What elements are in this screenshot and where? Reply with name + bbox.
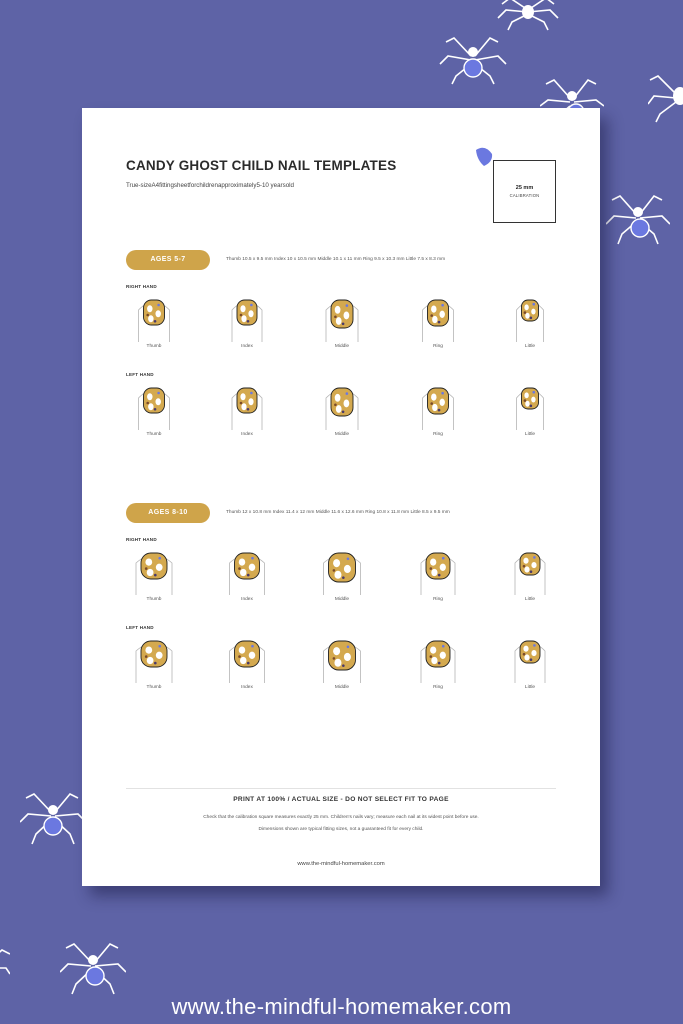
finger-label: Thumb: [146, 597, 162, 602]
finger-label: Index: [241, 344, 253, 349]
footer-note-1: Check that the calibration square measures exactly 25 mm. Children's nails vary; measure each nail at its widest point before use.: [203, 815, 479, 820]
ghost-nail-icon: [416, 547, 460, 595]
finger-label: Index: [241, 432, 253, 437]
finger-template: [225, 547, 269, 602]
finger-label: Little: [524, 344, 536, 349]
calibration-size: 25 mm: [515, 185, 534, 191]
ghost-nail-icon: [508, 635, 552, 683]
finger-template: [508, 547, 552, 602]
finger-label: Middle: [334, 344, 350, 349]
finger-label: Index: [241, 685, 253, 690]
website-url[interactable]: www.the-mindful-homemaker.com: [171, 994, 512, 1019]
finger-label: Index: [241, 597, 253, 602]
finger-label: Ring: [433, 685, 443, 690]
age-badge: AGES 5-7: [126, 250, 210, 270]
spider-icon: [0, 940, 10, 995]
nail-dimensions: Thumb 12 x 10.8 mm Index 11.4 x 12 mm Middle 11.6 x 12.6 mm Ring 10.8 x 11.8 mm Little 8.5 x 9.5 mm: [226, 510, 450, 515]
spider-icon: [438, 30, 508, 91]
finger-template: [225, 635, 269, 690]
finger-label: Middle: [334, 685, 350, 690]
spider-icon: [20, 784, 86, 855]
ghost-nail-icon: [132, 294, 176, 342]
finger-template: [416, 547, 460, 602]
finger-template: [225, 294, 269, 349]
finger-label: Middle: [334, 597, 350, 602]
ghost-nail-icon: [225, 382, 269, 430]
nail-dimensions: Thumb 10.5 x 9.5 mm Index 10 x 10.5 mm Middle 10.1 x 11 mm Ring 9.5 x 10.3 mm Little 7.5 x 8.3 mm: [226, 257, 446, 262]
finger-template: [320, 635, 364, 690]
finger-label: Little: [524, 685, 536, 690]
finger-template: [320, 382, 364, 437]
ghost-nail-icon: [320, 294, 364, 342]
candy-drop-icon: [473, 146, 495, 168]
page-subtitle: True-sizeA4fittingsheetforchildrenapproximately5-10 yearsold: [126, 182, 294, 189]
template-sheet: [82, 108, 600, 886]
ghost-nail-icon: [225, 294, 269, 342]
ghost-nail-icon: [225, 547, 269, 595]
ghost-nail-icon: [132, 547, 176, 595]
spider-icon: [648, 66, 683, 131]
finger-label: Ring: [433, 597, 443, 602]
finger-template: [416, 294, 460, 349]
finger-template: [320, 294, 364, 349]
ghost-nail-icon: [416, 382, 460, 430]
ghost-nail-icon: [320, 635, 364, 683]
hand-label: RIGHT HAND: [126, 284, 157, 289]
ghost-nail-icon: [225, 635, 269, 683]
calibration-label: CALIBRATION: [509, 193, 540, 198]
sheet-website: www.the-mindful-homemaker.com: [297, 861, 385, 867]
finger-label: Ring: [433, 432, 443, 437]
ghost-nail-icon: [320, 547, 364, 595]
finger-template: [508, 382, 552, 437]
finger-template: [132, 635, 176, 690]
finger-template: [132, 294, 176, 349]
finger-template: [132, 547, 176, 602]
finger-template: [508, 635, 552, 690]
finger-label: Thumb: [146, 685, 162, 690]
finger-template: [320, 547, 364, 602]
ghost-nail-icon: [132, 635, 176, 683]
ghost-nail-icon: [508, 547, 552, 595]
ghost-nail-icon: [508, 294, 552, 342]
finger-label: Little: [524, 432, 536, 437]
ghost-nail-icon: [508, 382, 552, 430]
finger-template: [508, 294, 552, 349]
finger-template: [416, 635, 460, 690]
finger-label: Thumb: [146, 432, 162, 437]
spider-icon: [606, 186, 670, 255]
age-badge: AGES 8-10: [126, 503, 210, 523]
print-instruction: PRINT AT 100% / ACTUAL SIZE - DO NOT SELECT FIT TO PAGE: [233, 796, 449, 803]
page-title: CANDY GHOST CHILD NAIL TEMPLATES: [126, 158, 397, 173]
ghost-nail-icon: [416, 294, 460, 342]
ghost-nail-icon: [320, 382, 364, 430]
finger-label: Ring: [433, 344, 443, 349]
finger-label: Little: [524, 597, 536, 602]
ghost-nail-icon: [416, 635, 460, 683]
hand-label: LEFT HAND: [126, 372, 154, 377]
ghost-nail-icon: [132, 382, 176, 430]
footer-divider: [126, 788, 556, 789]
finger-label: Middle: [334, 432, 350, 437]
hand-label: LEFT HAND: [126, 625, 154, 630]
footer-note-2: Dimensions shown are typical fitting sizes, not a guaranteed fit for every child.: [258, 827, 424, 832]
hand-label: RIGHT HAND: [126, 537, 157, 542]
finger-label: Thumb: [146, 344, 162, 349]
finger-template: [416, 382, 460, 437]
finger-template: [225, 382, 269, 437]
finger-template: [132, 382, 176, 437]
calibration-square: [493, 160, 556, 223]
